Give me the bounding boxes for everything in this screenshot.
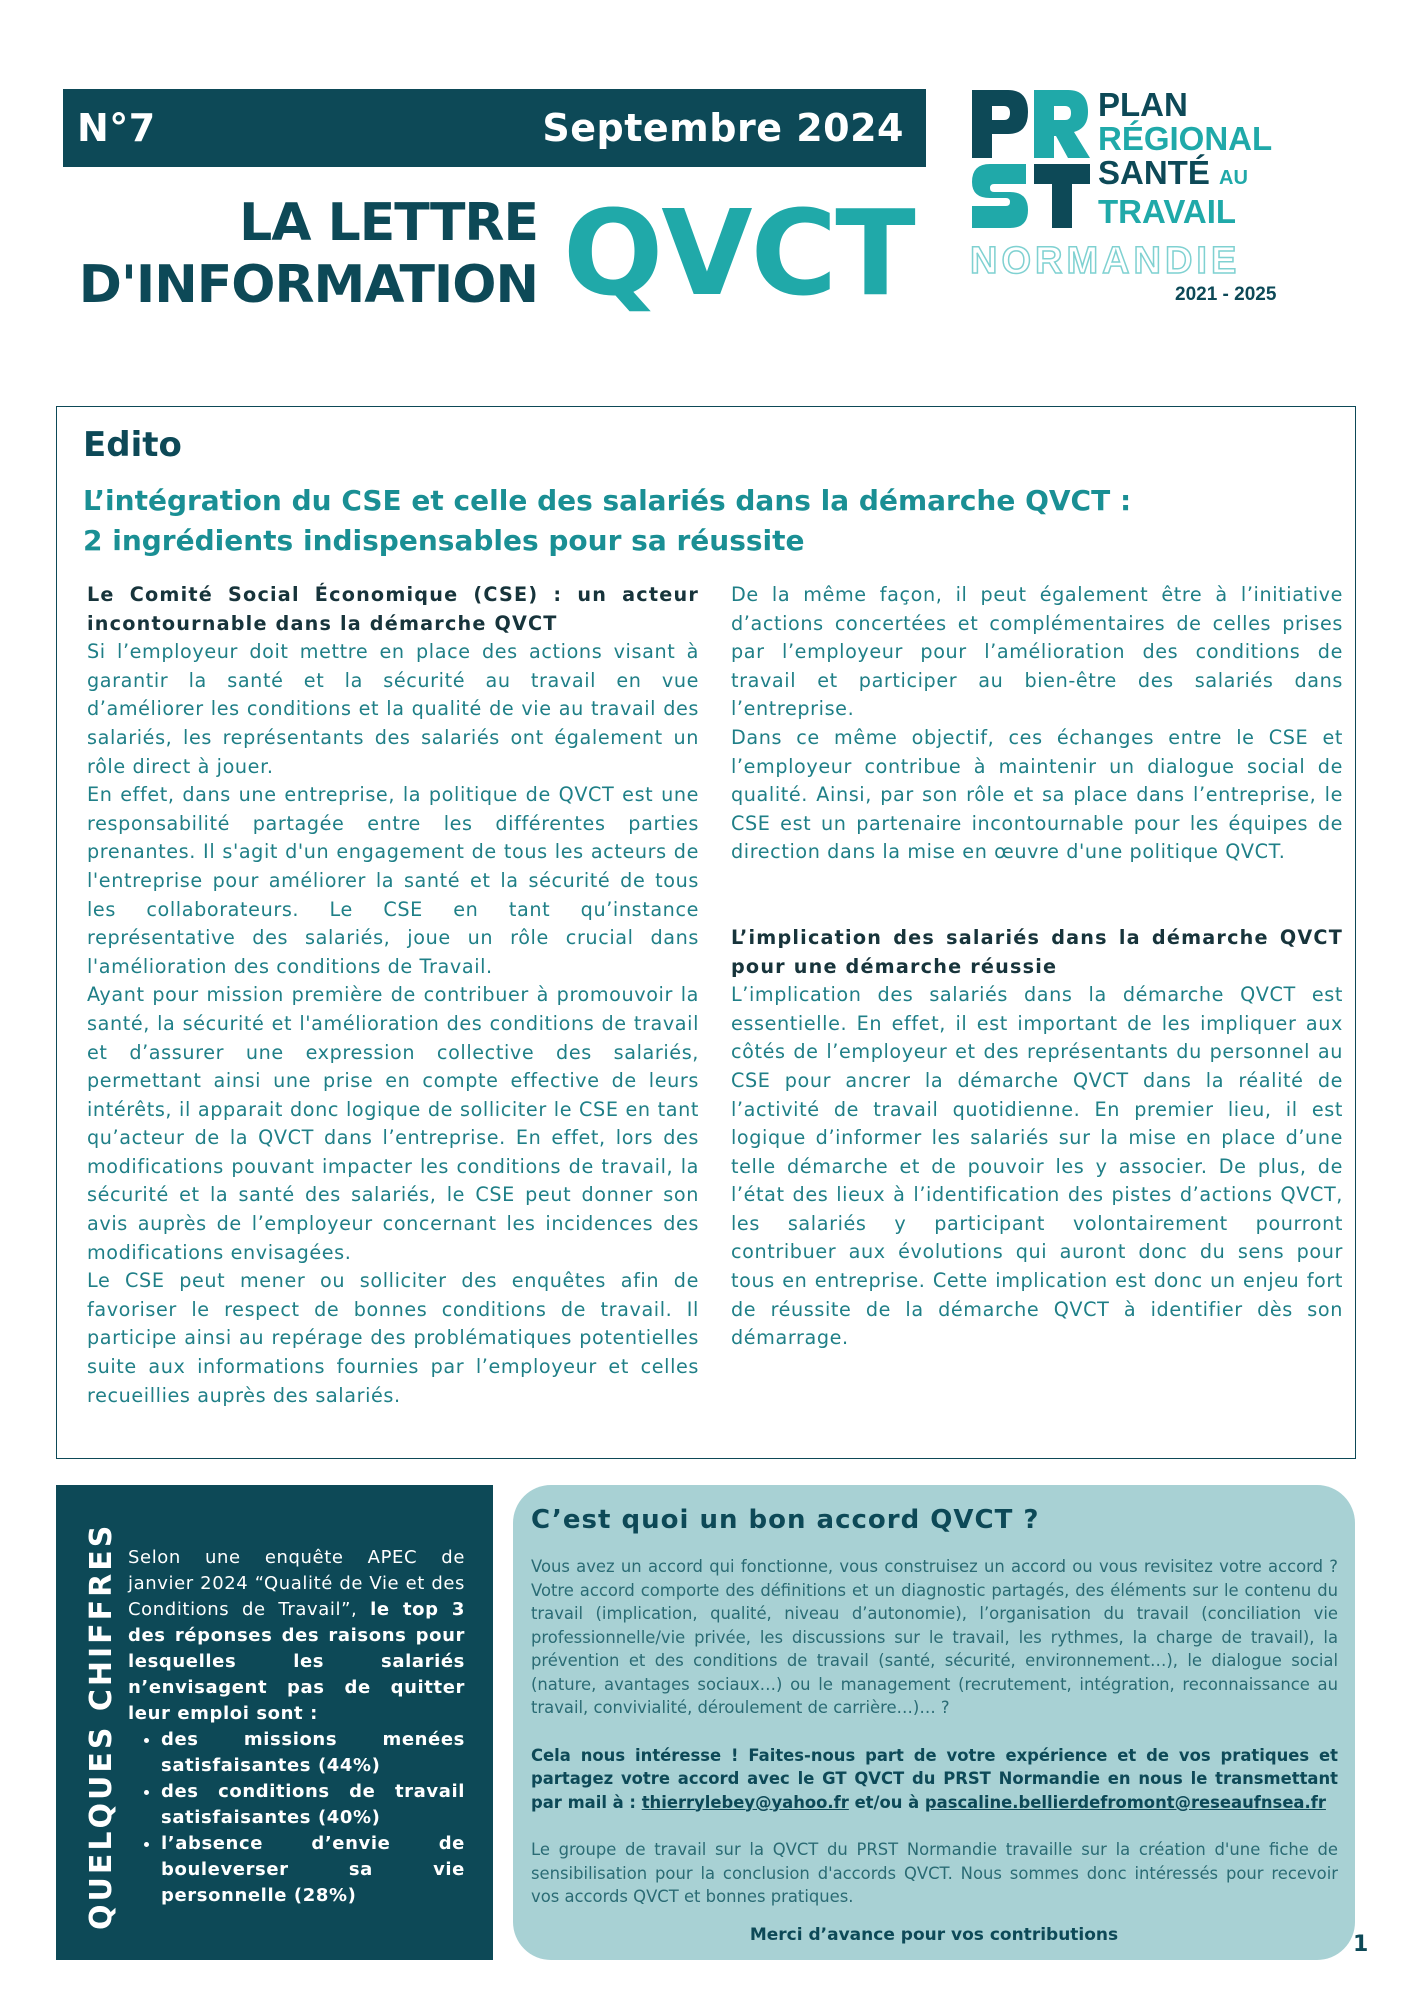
prst-logo-mark-icon (970, 88, 1092, 233)
logo-years: 2021 - 2025 (1175, 284, 1277, 305)
issue-number: N°7 (77, 106, 156, 150)
paragraph: Vous avez un accord qui fonctionne, vous construisez un accord ou vous revisitez votre accord ? Votre accord comporte des définitions et un diagnostic partagés, des éléments sur le contenu du travail (implication, qualité, niveau d’autonomie), l’organisation du travail (conciliation vie professionnelle/vie privée, les discussions sur le travail, les rythmes, la charge de travail), la prévention et des conditions de travail (santé, sécurité, environnement…), le dialogue social (nature, avantages sociaux…) ou le management (recrutement, intégration, reconnaissance au travail, convivialité, déroulement de carrière…)… ? (531, 1557, 1338, 1717)
accord-title: C’est quoi un bon accord QVCT ? (531, 1505, 1040, 1535)
key-figures-title: QUELQUES CHIFFRES (84, 1522, 119, 1930)
logo-line1: PLAN (1098, 86, 1188, 123)
edito-subtitle (83, 481, 1323, 561)
email-link-pascaline[interactable]: pascaline.bellierdefromont@reseaufnsea.fr (924, 1792, 1326, 1812)
accord-thanks: Merci d’avance pour vos contributions (749, 1925, 1119, 1945)
paragraph: Ayant pour mission première de contribuer à promouvoir la santé, la sécurité et l'amélioration des conditions de travail et d’assurer une expression collective des salariés, permettant ainsi une prise en compte effective de leurs intérêts, il apparait donc logique de solliciter le CSE en tant qu’acteur de la QVCT dans l’entreprise. En effet, lors des modifications pouvant impacter les conditions de travail, la sécurité et la santé des salariés, le CSE peut donner son avis auprès de l’employeur concernant les incidences des modifications envisagées. (87, 983, 699, 1264)
logo-region: NORMANDIE (970, 240, 1241, 282)
edito-right-column (731, 581, 1343, 1353)
issue-date: Septembre 2024 (542, 106, 904, 150)
list-item: • des missions menées satisfaisantes (44%) (161, 1727, 465, 1779)
accord-call-to-action: Cela nous intéresse ! Faites-nous part de votre expérience et de vos pratiques et partagez votre accord avec le GT QVCT du PRST Normandie en nous le transmettant par mail à : thierrylebey@yahoo.fr et/ou à pascaline.bellierdefromont@reseaufnsea.fr (531, 1745, 1338, 1812)
edito-subtitle-line1: L’intégration du CSE et celle des salariés dans la démarche QVCT : (83, 484, 1132, 517)
logo-text (1098, 88, 1272, 229)
paragraph: Dans ce même objectif, ces échanges entre le CSE et l’employeur contribue à maintenir un dialogue social de qualité. Ainsi, par son rôle et sa place dans l’entreprise, le CSE est un partenaire incontournable pour les équipes de direction dans la mise en œuvre d'une politique QVCT. (731, 725, 1343, 864)
accord-panel (513, 1485, 1355, 1960)
edito-subtitle-line2: 2 ingrédients indispensables pour sa réussite (83, 524, 805, 557)
key-figures-intro-bold: le top 3 des réponses des raisons pour lesquelles les salariés n’envisagent pas de quitter leur emploi sont : (128, 1599, 466, 1724)
key-figures-text (128, 1545, 465, 1909)
newsletter-title (60, 192, 538, 316)
key-figures-panel (56, 1485, 493, 1960)
key-figures-intro: Selon une enquête APEC de janvier 2024 “Qualité de Vie et des Conditions de Travail”, (128, 1547, 465, 1620)
title-line1: LA LETTRE (239, 193, 538, 253)
logo-line3: SANTÉ AU (1098, 154, 1248, 191)
edito-box (56, 406, 1356, 1459)
list-item: • des conditions de travail satisfaisantes (40%) (161, 1779, 465, 1831)
prst-logo (970, 88, 1310, 308)
logo-line4: TRAVAIL (1098, 193, 1237, 230)
paragraph: L’implication des salariés dans la démarche QVCT est essentielle. En effet, il est important de les impliquer aux côtés de l’employeur et des représentants du personnel au CSE pour ancrer la démarche QVCT dans la réalité de l’activité de travail quotidienne. En premier lieu, il est logique d’informer les salariés sur la mise en place d’une telle démarche et de pouvoir les y associer. De plus, de l’état des lieux à l’identification des pistes d’actions QVCT, les salariés y participant volontairement pourront contribuer aux évolutions qui auront donc du sens pour tous en entreprise. Cette implication est donc un enjeu fort de réussite de la démarche QVCT à identifier dès son démarrage. (731, 983, 1343, 1350)
email-link-thierry[interactable]: thierrylebey@yahoo.fr (641, 1792, 849, 1812)
accord-body (531, 1555, 1338, 1909)
paragraph: Le CSE peut mener ou solliciter des enquêtes afin de favoriser le respect de bonnes conditions de travail. Il participe ainsi au repérage des problématiques potentielles suite aux informations fournies par l’employeur et celles recueillies auprès des salariés. (87, 1269, 699, 1407)
title-line2: D'INFORMATION (78, 255, 538, 315)
logo-line2: RÉGIONAL (1098, 120, 1273, 157)
edito-left-column (87, 581, 699, 1410)
issue-bar (63, 89, 926, 167)
paragraph: Si l’employeur doit mettre en place des actions visant à garantir la santé et la sécurité au travail en vue d’améliorer les conditions et la qualité de vie au travail des salariés, les représentants des salariés ont également un rôle direct à jouer. (87, 640, 699, 778)
title-brand: QVCT (563, 184, 914, 322)
salaries-subheading: L’implication des salariés dans la démarche QVCT pour une démarche réussie (731, 925, 1343, 978)
paragraph: De la même façon, il peut également être à l’initiative d’actions concertées et complémentaires de celles prises par l’employeur pour l’amélioration des conditions de travail et participer au bien-être des salariés dans l’entreprise. (731, 583, 1343, 721)
paragraph: En effet, dans une entreprise, la politique de QVCT est une responsabilité partagée entre les différentes parties prenantes. Il s'agit d'un engagement de tous les acteurs de l'entreprise pour améliorer la santé et la sécurité de tous les collaborateurs. Le CSE en tant qu’instance représentative des salariés, joue un rôle crucial dans l'amélioration des conditions de Travail. (87, 783, 699, 978)
paragraph: Le groupe de travail sur la QVCT du PRST Normandie travaille sur la création d'une fiche de sensibilisation pour la conclusion d'accords QVCT. Nous sommes donc intéressés pour recevoir vos accords QVCT et bonnes pratiques. (531, 1840, 1338, 1906)
list-item: • l’absence d’envie de bouleverser sa vie personnelle (28%) (161, 1831, 465, 1909)
key-figures-list (128, 1727, 465, 1909)
edito-heading: Edito (83, 425, 182, 465)
cse-subheading: Le Comité Social Économique (CSE) : un acteur incontournable dans la démarche QVCT (87, 583, 699, 635)
page-number: 1 (1353, 1932, 1369, 1957)
